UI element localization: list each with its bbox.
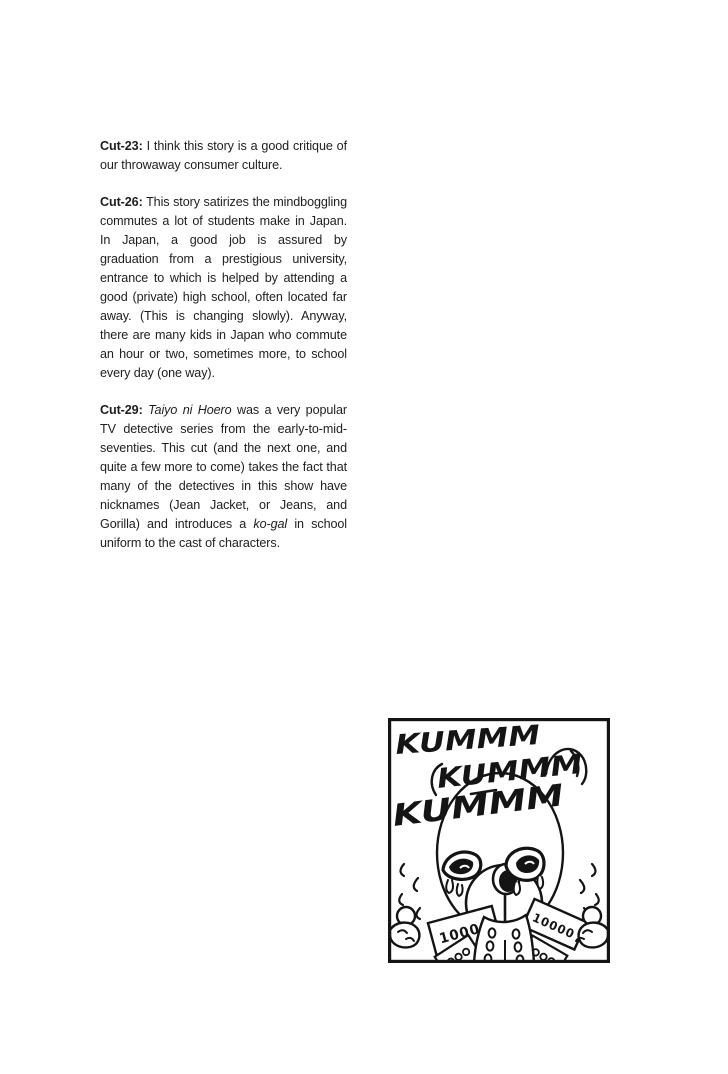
sfx-kummm-1: KUMMM <box>394 721 519 761</box>
tear-drop-icon <box>457 884 463 896</box>
note-paragraph <box>100 193 347 383</box>
banknote-value: 10000 <box>437 917 494 948</box>
manga-panel-art <box>388 718 610 963</box>
manga-panel <box>388 718 610 963</box>
tear-drop-icon <box>514 882 520 895</box>
tear-drop-icon <box>446 880 453 893</box>
note-paragraph <box>100 137 347 175</box>
note-text: was a very popular TV detective series from the early-to-mid-seventies. This cut (and the next one, and quite a few more to come) takes the fact that many of the detectives in this show have nicknames (Jean Jacket, or Jeans, and Gorilla) and introduces a <box>100 403 347 531</box>
note-label: Cut-26: <box>100 195 143 209</box>
note-text: This story satirizes the mindboggling commutes a lot of students make in Japan. In Japan, a good job is assured by graduation from a prestigious university, entrance to which is helped by attending a good (private) high school, often located far away. (This is changing slowly). Anyway, there are many kids in Japan who commute an hour or two, sometimes more, to school every day (one way). <box>100 195 347 380</box>
sfx-kummm-2: KUMMM <box>435 751 561 795</box>
note-text: I think this story is a good critique of our throwaway consumer culture. <box>100 139 347 172</box>
tear-drop-icon <box>537 876 543 889</box>
banknote-value: 10000 <box>530 910 579 943</box>
translation-notes <box>100 137 347 571</box>
note-italic-text: Taiyo ni Hoero <box>148 403 232 417</box>
bear-body-group <box>474 915 534 963</box>
note-label: Cut-29: <box>100 403 143 417</box>
note-label: Cut-23: <box>100 139 143 153</box>
paw-fist <box>390 923 419 948</box>
paw-fist <box>579 923 608 948</box>
sfx-kummm-3: KUMMM <box>390 782 531 834</box>
note-paragraph <box>100 401 347 553</box>
note-text: in school uniform to the cast of characters. <box>100 517 347 550</box>
note-italic-text: ko-gal <box>253 517 288 531</box>
